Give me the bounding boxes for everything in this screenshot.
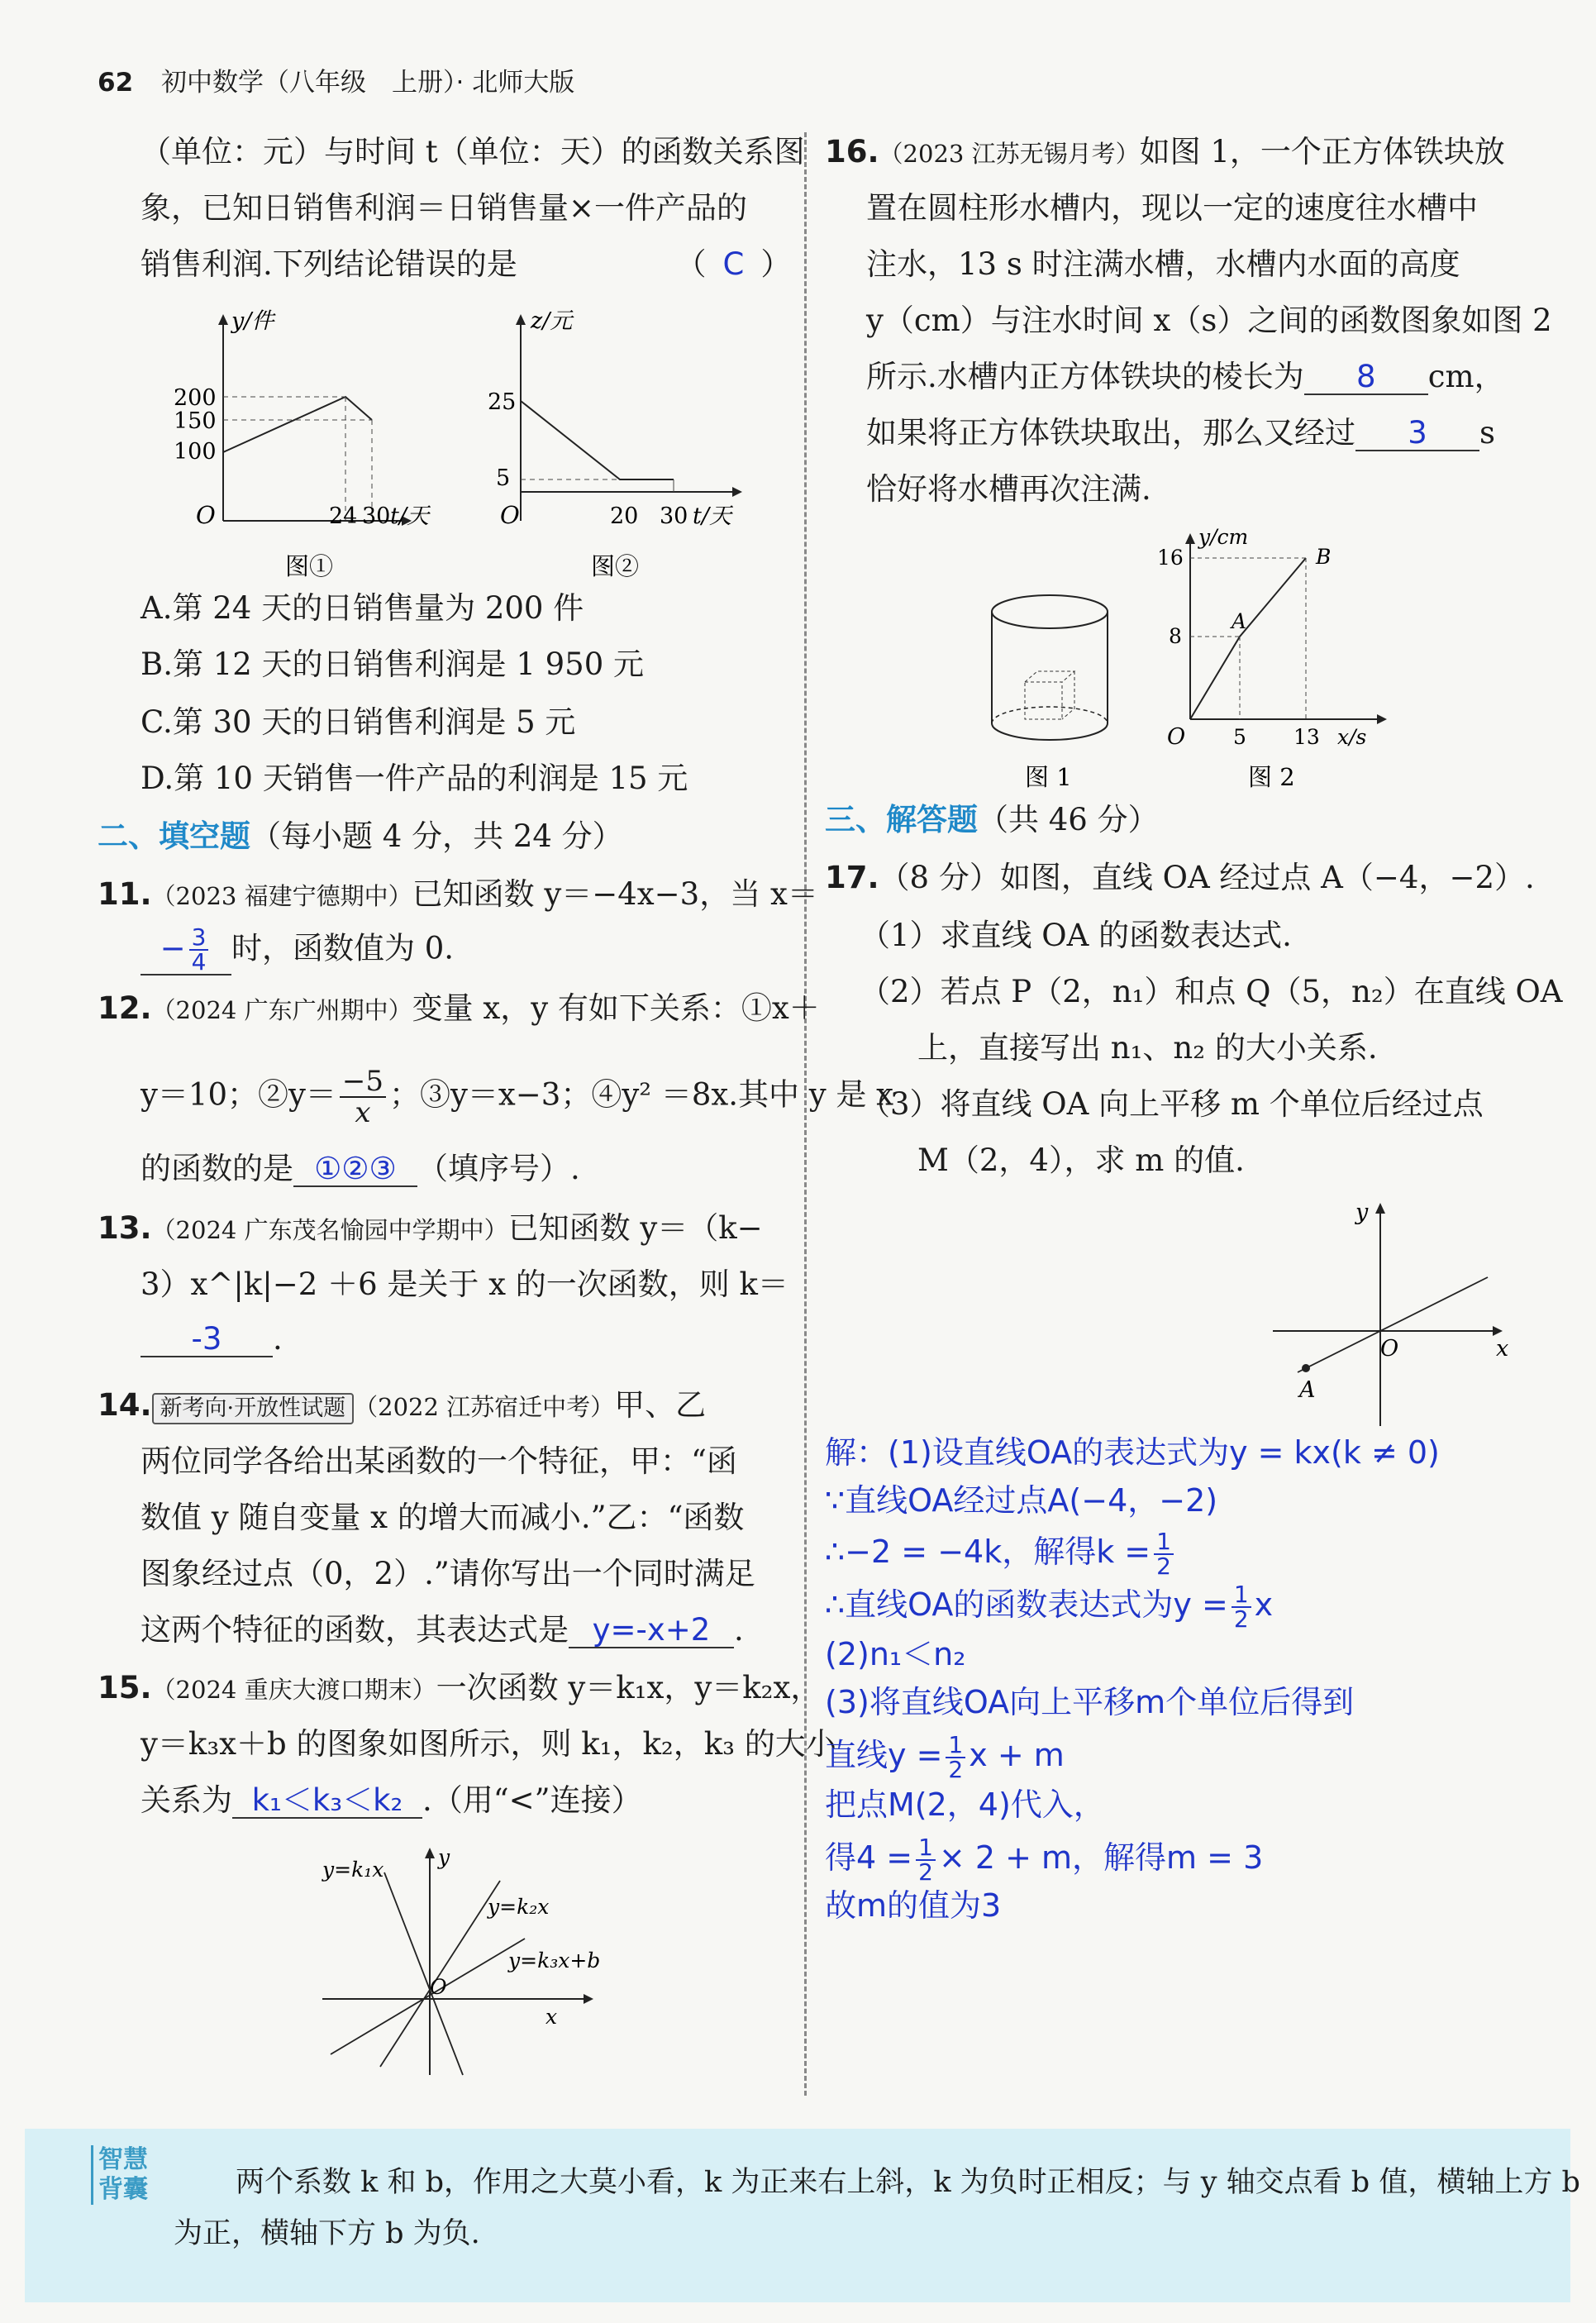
q11-answer-sign: − [160,930,186,966]
solution-line-3 [825,1528,1177,1578]
g2-xtick-20: 20 [610,503,639,529]
g2-caption: 图② [591,552,640,580]
q12-line-3 [141,1149,580,1189]
q16-source: （2023 江苏无锡月考） [879,140,1140,168]
q16-graph-x13: 13 [1293,725,1320,749]
q16-graph-xlabel: x/s [1337,725,1367,749]
q12-fraction [340,1066,386,1128]
q15-label-l2: y=k₂x [488,1895,550,1919]
solution-line-9 [825,1834,1263,1884]
page-header [98,61,574,98]
solution-line-3-frac [1154,1527,1174,1580]
solution-line-8: 把点M(2，4)代入， [825,1786,1105,1823]
q13-answer: -3 [141,1323,273,1357]
q14-tag: 新考向·开放性试题 [152,1393,355,1424]
q15-source: （2024 重庆大渡口期末） [151,1676,436,1704]
q11-line-1 [98,875,818,916]
q15-line-2: y＝k₃x＋b 的图象如图所示，则 k₁，k₂，k₃ 的大小 [141,1726,836,1762]
q15-label-l3: y=k₃x+b [508,1949,601,1972]
q14-source: （2022 江苏宿迁中考） [354,1393,615,1421]
g2-ylabel: z/元 [531,308,573,334]
q11-answer-den: 4 [191,948,207,975]
q16-fig1-caption: 图 1 [1025,763,1072,791]
q16-answer-1: 8 [1304,360,1428,395]
q15-axis-y: y [438,1845,450,1869]
q13-line-1 [98,1209,763,1250]
solution-line-9-text: 得4 = [825,1839,913,1876]
tip-line-2: 为正，横轴下方 b 为负. [174,2217,480,2250]
solution-line-4-num: 1 [1232,1583,1251,1608]
solution-line-4-x: x [1254,1586,1274,1623]
q15-line-3 [141,1781,642,1820]
q11-line-2 [141,923,455,975]
section-2-sub: （每小题 4 分，共 24 分） [250,818,623,854]
q12-source: （2024 广东广州期中） [151,996,412,1024]
q12-text-2b: ；③y＝x−3；④y² ＝8x.其中 y 是 x [389,1076,894,1113]
g1-caption: 图① [285,552,334,580]
q16-line-1 [825,132,1505,174]
q17-point-a: A [1299,1377,1316,1403]
q12-num: 12. [98,990,152,1026]
g1-ytick-150: 150 [174,408,217,434]
g1-xtick-24: 24 [329,503,358,529]
q10-option-d: D.第 10 天销售一件产品的利润是 15 元 [141,761,688,796]
g1-ylabel: y/件 [231,308,274,334]
solution-line-4-den: 2 [1233,1605,1249,1633]
q12-line-1 [98,989,820,1030]
g1-ytick-200: 200 [174,385,217,411]
q14-line-1 [98,1386,706,1427]
q15-answer: k₁＜k₃＜k₂ [232,1784,422,1819]
g2-xlabel: t/天 [693,503,731,529]
q10-line-3: 销售利润.下列结论错误的是 （ C ） [141,246,792,282]
solution-line-7-tail: x + m [969,1737,1065,1773]
solution-line-9-frac [916,1833,936,1886]
q16-graph-point-a: A [1232,609,1247,633]
tip-tag: 智慧背囊 [91,2145,148,2205]
solution-line-7-den: 2 [948,1755,964,1783]
q11-answer-blank [141,923,231,975]
solution-line-9-den: 2 [918,1858,933,1886]
section-3-sub: （共 46 分） [978,802,1159,837]
q15-origin: O [430,1975,447,1999]
solution-line-9-num: 1 [916,1836,936,1861]
q14-line-4: 图象经过点（0，2）.”请你写出一个同时满足 [141,1556,755,1591]
q14-answer: y=-x+2 [569,1614,734,1648]
q14-line-3: 数值 y 随自变量 x 的增大而减小.”乙：“函数 [141,1500,745,1535]
solution-line-7 [825,1731,1065,1782]
solution-line-5: (2)n₁＜n₂ [825,1636,966,1672]
solution-line-7-text: 直线y = [825,1737,943,1773]
q16-line-3: 注水，13 s 时注满水槽，水槽内水面的高度 [866,246,1460,282]
g1-origin: O [196,501,216,529]
q17-origin: O [1380,1336,1399,1362]
q15-graph [314,1835,628,2083]
q13-source: （2024 广东茂名愉园中学期中） [151,1216,508,1244]
q16-line-2: 置在圆柱形水槽内，现以一定的速度往水槽中 [866,190,1478,226]
q11-text-1: 已知函数 y＝−4x−3，当 x＝ [412,876,818,912]
q12-text-3a: 的函数的是 [141,1151,293,1186]
g1-xlabel: t/天 [390,503,429,529]
q12-answer: ①②③ [293,1152,417,1187]
q17-part-3b: M（2，4），求 m 的值. [917,1142,1245,1178]
section-3-title: 三、解答题 [825,802,978,837]
q12-text-3b: （填序号）. [417,1151,580,1186]
q16-graph-point-b: B [1316,545,1332,569]
q10-line-2: 象，已知日销售利润＝日销售量×一件产品的 [141,190,748,226]
q15-num: 15. [98,1670,152,1705]
q10-stem-end: 销售利润.下列结论错误的是 [141,246,517,282]
q17-part-1: （1）求直线 OA 的函数表达式. [860,918,1292,953]
q15-text-1: 一次函数 y＝k₁x，y＝k₂x， [436,1670,822,1705]
q15-label-l1: y=k₁x [322,1858,384,1882]
q17-axis-x: x [1496,1336,1509,1362]
q17-line-1 [825,858,1535,898]
q14-num: 14. [98,1387,152,1423]
q17-axis-y: y [1355,1200,1369,1225]
solution-line-2: ∵直线OA经过点A(−4，−2) [825,1482,1218,1519]
solution-line-3-text: ∴−2 = −4k，解得k = [825,1534,1151,1570]
g2-ytick-5: 5 [496,465,511,491]
q14-line-2: 两位同学各给出某函数的一个特征，甲：“函 [141,1443,737,1479]
section-3-heading [825,800,1159,840]
q14-end: . [734,1612,744,1648]
section-2-title: 二、填空题 [98,818,250,854]
solution-line-7-num: 1 [946,1734,965,1758]
q17-graph [1265,1190,1521,1430]
q10-option-a: A.第 24 天的日销售量为 200 件 [141,590,584,626]
q12-frac-num: −5 [340,1066,386,1098]
q16-graph-x5: 5 [1233,725,1246,749]
g2-ytick-25: 25 [488,389,517,415]
solution-line-4-frac [1232,1580,1251,1633]
q11-source: （2023 福建宁德期中） [151,882,412,910]
q16-text-5a: 所示.水槽内正方体铁块的棱长为 [866,359,1304,394]
q15-line-1 [98,1668,821,1710]
solution-line-3-den: 2 [1156,1552,1171,1580]
q16-line-6 [866,413,1495,453]
solution-line-10: 故m的值为3 [825,1887,1002,1924]
q12-text-1: 变量 x，y 有如下关系：①x＋ [412,990,820,1026]
solution-line-4 [825,1581,1273,1631]
book-title: 初中数学（八年级 上册）· 北师大版 [161,68,575,98]
g2-origin: O [500,501,520,529]
solution-line-4-text: ∴直线OA的函数表达式为y = [825,1586,1228,1623]
q16-text-6b: s [1479,415,1495,451]
q16-num: 16. [825,134,879,169]
q11-text-2: 时，函数值为 0. [231,930,455,966]
q17-part-2b: 上，直接写出 n₁、n₂ 的大小关系. [917,1030,1378,1066]
q16-figure-2 [1157,521,1405,802]
q16-line-5 [866,357,1505,397]
q16-figure-1 [975,579,1124,802]
q13-text-1: 已知函数 y＝（k− [507,1210,763,1246]
q13-end: . [273,1321,283,1357]
solution-line-7-frac [946,1730,965,1783]
g2-xtick-30: 30 [660,503,688,529]
q14-line-5 [141,1610,744,1650]
q16-text-1: 如图 1，一个正方体铁块放 [1139,134,1505,169]
q16-line-7: 恰好将水槽再次注满. [866,471,1151,507]
q16-line-4: y（cm）与注水时间 x（s）之间的函数图象如图 2 [866,303,1552,338]
q11-num: 11. [98,876,152,912]
q10-line-1: （单位：元）与时间 t（单位：天）的函数关系图 [141,134,805,169]
tip-line-1: 两个系数 k 和 b，作用之大莫小看，k 为正来右上斜，k 为负时正相反；与 y 轴交点看 b 值，横轴上方 b [236,2166,1580,2199]
q10-graph-2 [463,302,760,587]
solution-line-6: (3)将直线OA向上平移m个单位后得到 [825,1684,1355,1720]
q16-fig2-caption: 图 2 [1248,763,1295,791]
q16-graph-origin: O [1167,724,1186,750]
q15-text-3b: .（用“<”连接） [422,1782,642,1818]
q13-num: 13. [98,1210,152,1246]
q16-graph-ylabel: y/cm [1198,525,1249,549]
q12-text-2a: y＝10；②y＝ [141,1076,336,1113]
section-2-heading [98,817,623,856]
q10-option-c: C.第 30 天的日销售利润是 5 元 [141,704,576,740]
q14-text-5: 这两个特征的函数，其表达式是 [141,1612,569,1648]
g1-ytick-100: 100 [174,439,217,465]
solution-line-3-num: 1 [1154,1530,1174,1555]
q10-option-b: B.第 12 天的日销售利润是 1 950 元 [141,646,644,682]
q17-num: 17. [825,860,879,895]
q13-line-2: 3）x^|k|−2 ＋6 是关于 x 的一次函数，则 k＝ [141,1266,788,1302]
q15-text-3a: 关系为 [141,1782,232,1818]
solution-line-9-tail: × 2 + m，解得m = 3 [938,1839,1264,1876]
q16-graph-y16: 16 [1157,546,1184,570]
q16-answer-2: 3 [1355,417,1479,451]
solution-line-1: 解：(1)设直线OA的表达式为y = kx(k ≠ 0) [825,1434,1440,1471]
q15-axis-x: x [545,2005,558,2029]
q10-answer: C [722,246,745,282]
q13-line-3 [141,1319,283,1359]
q11-answer-fraction [189,923,209,975]
q17-part-2a: （2）若点 P（2，n₁）和点 Q（5，n₂）在直线 OA [860,974,1563,1009]
q17-text-1: （8 分）如图，直线 OA 经过点 A（−4，−2）. [879,860,1535,895]
q10-graph-1 [149,302,429,587]
q17-part-3a: （3）将直线 OA 向上平移 m 个单位后经过点 [860,1086,1484,1122]
q12-frac-den: x [355,1096,371,1129]
q16-text-6a: 如果将正方体铁块取出，那么又经过 [866,415,1355,451]
q11-answer-num: 3 [189,926,209,951]
q12-line-2 [141,1066,893,1128]
page-number: 62 [98,68,134,98]
q16-graph-y8: 8 [1169,624,1182,648]
q16-text-5b: cm， [1427,359,1505,394]
g1-xtick-30: 30 [362,503,391,529]
q14-text-1: 甲、乙 [614,1387,707,1423]
